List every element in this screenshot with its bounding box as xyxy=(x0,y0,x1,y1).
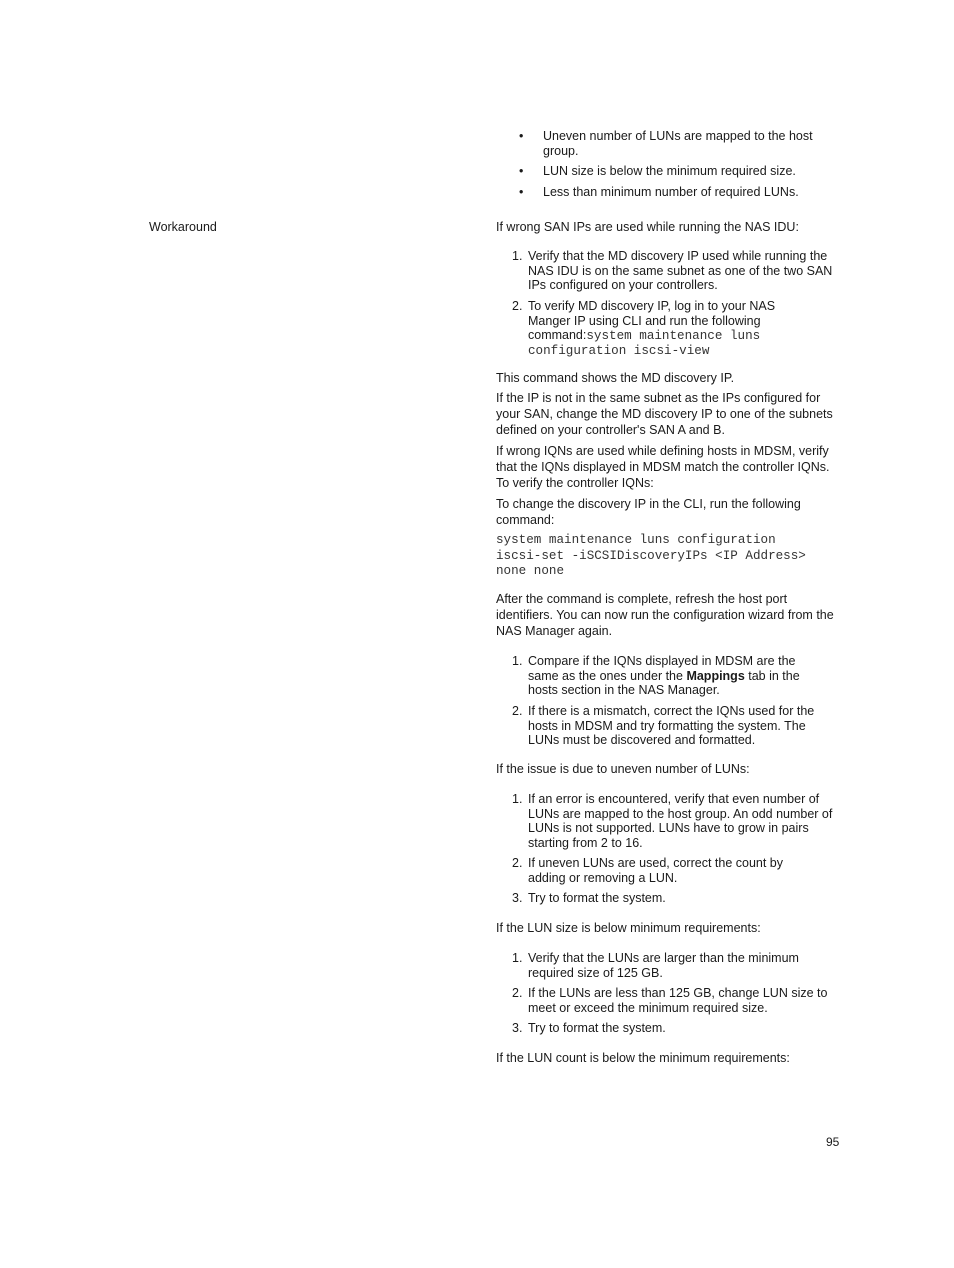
step-text: Compare if the IQNs displayed in MDSM are the same as the ones under the xyxy=(528,654,796,683)
list-item: LUN size is below the minimum required size. xyxy=(543,164,796,178)
step-text: To verify MD discovery IP, log in to your NAS Manger IP using CLI and run the following command: xyxy=(528,299,776,342)
paragraph: If the IP is not in the same subnet as the IPs configured for your SAN, change the MD discovery IP to one of the subnets defined on your controller's SAN A and B. xyxy=(496,391,833,437)
step-number: 3. xyxy=(512,891,523,905)
mappings-tab-name: Mappings xyxy=(686,668,745,683)
step-number: 2. xyxy=(512,856,523,870)
paragraph: If the issue is due to uneven number of LUNs: xyxy=(496,762,750,776)
list-item: Less than minimum number of required LUNs. xyxy=(543,185,799,199)
workaround-label: Workaround xyxy=(149,220,217,234)
bullet-marker: • xyxy=(519,185,524,199)
paragraph: If the LUN count is below the minimum requirements: xyxy=(496,1051,790,1065)
paragraph: If wrong IQNs are used while defining hosts in MDSM, verify that the IQNs displayed in MDSM match the controller IQNs. To verify the controller IQNs: xyxy=(496,444,830,490)
step-number: 1. xyxy=(512,654,523,668)
step-number: 2. xyxy=(512,299,523,313)
list-item: Uneven number of LUNs are mapped to the host group. xyxy=(543,129,813,158)
list-item: Verify that the LUNs are larger than the minimum required size of 125 GB. xyxy=(528,951,799,980)
list-item: If there is a mismatch, correct the IQNs used for the hosts in MDSM and try formatting the system. The LUNs must be discovered and formatted. xyxy=(528,704,815,747)
list-item: If an error is encountered, verify that even number of LUNs are mapped to the host group. An odd number of LUNs is not supported. LUNs have to grow in pairs starting from 2 to 16. xyxy=(528,792,833,850)
step-number: 1. xyxy=(512,951,523,965)
step-number: 1. xyxy=(512,792,523,806)
step-text: tab in the hosts section in the NAS Manager. xyxy=(528,668,800,697)
list-item: Try to format the system. xyxy=(528,891,666,905)
list-item xyxy=(528,299,798,357)
paragraph: If wrong SAN IPs are used while running the NAS IDU: xyxy=(496,220,799,234)
code-inline: system maintenance luns configuration iscsi-view xyxy=(528,329,761,358)
paragraph: To change the discovery IP in the CLI, run the following command: xyxy=(496,497,801,527)
list-item xyxy=(528,654,813,698)
bullet-marker: • xyxy=(519,164,524,178)
list-item: Try to format the system. xyxy=(528,1021,666,1035)
step-number: 2. xyxy=(512,986,523,1000)
page-number: 95 xyxy=(826,1135,840,1149)
step-number: 3. xyxy=(512,1021,523,1035)
bullet-marker: • xyxy=(519,129,524,143)
list-item: Verify that the MD discovery IP used while running the NAS IDU is on the same subnet as one of the two SAN IPs configured on your controllers. xyxy=(528,249,833,292)
paragraph: This command shows the MD discovery IP. xyxy=(496,371,735,385)
list-item: If uneven LUNs are used, correct the count by adding or removing a LUN. xyxy=(528,856,783,885)
step-number: 1. xyxy=(512,249,523,263)
paragraph: If the LUN size is below minimum requirements: xyxy=(496,921,761,935)
code-block: system maintenance luns configuration iscsi-set -iSCSIDiscoveryIPs <IP Address> none none xyxy=(496,533,806,578)
paragraph: After the command is complete, refresh the host port identifiers. You can now run the configuration wizard from the NAS Manager again. xyxy=(496,592,834,638)
list-item: If the LUNs are less than 125 GB, change LUN size to meet or exceed the minimum required size. xyxy=(528,986,828,1015)
step-number: 2. xyxy=(512,704,523,718)
